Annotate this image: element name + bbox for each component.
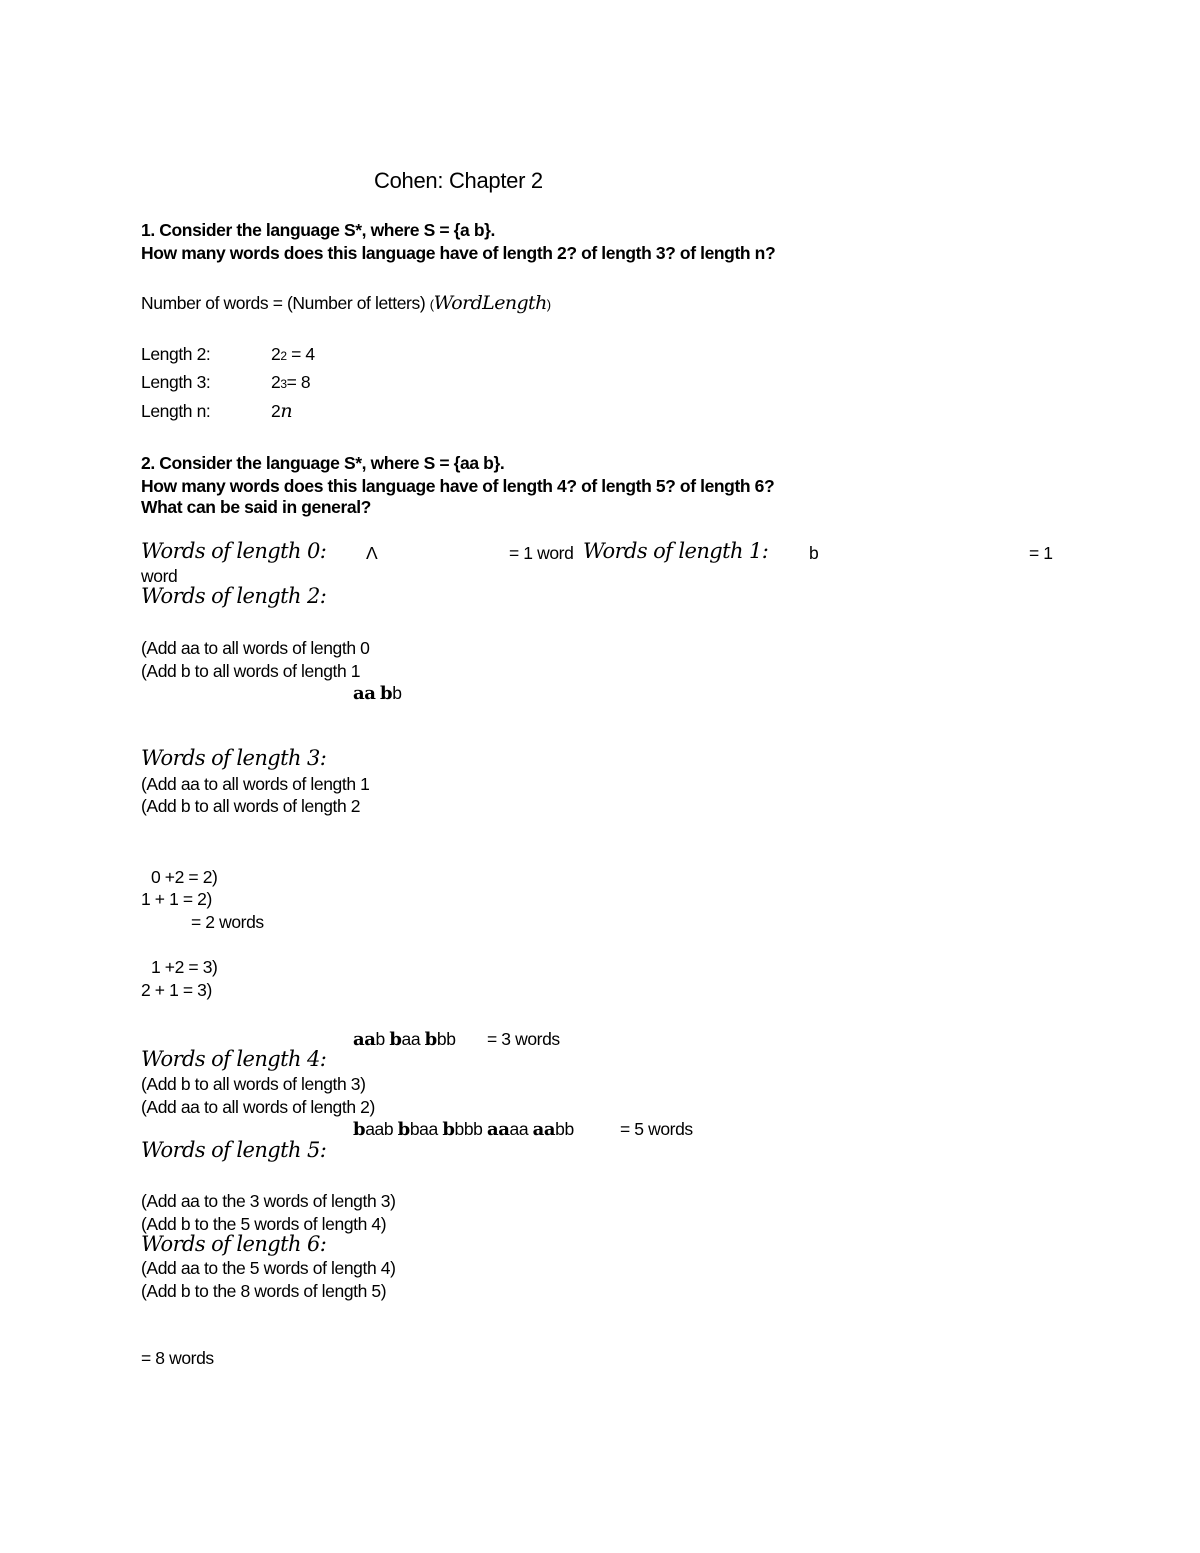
formula-exponent: WordLength — [433, 292, 547, 314]
len3-add-aa: (Add aa to all words of length 1 — [141, 774, 370, 794]
len5-add-b: (Add b to the 5 words of length 4) — [141, 1214, 387, 1234]
len0-count: = 1 word — [509, 543, 574, 563]
q1-statement: 1. Consider the language S*, where S = {a b}. — [141, 220, 495, 240]
len4-add-aa: (Add aa to all words of length 2) — [141, 1097, 375, 1117]
q1-row-length-n-label: Length n: — [141, 401, 211, 421]
calc-2-words: = 2 words — [191, 912, 264, 932]
len3-add-b: (Add b to all words of length 2 — [141, 796, 361, 816]
q1-row-length-n-value: 2n — [271, 400, 292, 422]
len6-add-b: (Add b to the 8 words of length 5) — [141, 1281, 387, 1301]
len0-word: Λ — [366, 543, 378, 563]
len3-count: = 3 words — [487, 1029, 560, 1049]
q1-question: How many words does this language have of length 2? of length 3? of length n? — [141, 243, 776, 263]
page-title: Cohen: Chapter 2 — [374, 168, 543, 193]
formula-text: Number of words = (Number of letters) — [141, 293, 430, 313]
final-count: = 8 words — [141, 1348, 214, 1368]
q2-general: What can be said in general? — [141, 497, 371, 517]
len6-heading: Words of length 6: — [141, 1232, 327, 1256]
formula-close-paren: ) — [546, 297, 551, 312]
calc-2-plus-1: 2 + 1 = 3) — [141, 980, 212, 1000]
q1-row-length-3-value: 23= 8 — [271, 372, 311, 392]
calc-0-plus-2: 0 +2 = 2) — [151, 867, 218, 887]
len5-heading: Words of length 5: — [141, 1138, 327, 1162]
q2-question: How many words does this language have of length 4? of length 5? of length 6? — [141, 476, 775, 496]
len2-add-b: (Add b to all words of length 1 — [141, 661, 361, 681]
len1-heading: Words of length 1: — [583, 539, 769, 563]
calc-1-plus-2: 1 +2 = 3) — [151, 957, 218, 977]
len0-heading: Words of length 0: — [141, 539, 327, 563]
len4-heading: Words of length 4: — [141, 1047, 327, 1071]
len4-add-b: (Add b to all words of length 3) — [141, 1074, 366, 1094]
len1-word: b — [809, 543, 819, 563]
len6-add-aa: (Add aa to the 5 words of length 4) — [141, 1258, 396, 1278]
len2-add-aa: (Add aa to all words of length 0 — [141, 638, 370, 658]
q2-statement: 2. Consider the language S*, where S = {aa b}. — [141, 453, 505, 473]
q1-row-length-2-value: 22 = 4 — [271, 344, 315, 364]
len3-heading: Words of length 3: — [141, 746, 327, 770]
len4-count: = 5 words — [620, 1119, 693, 1139]
q1-formula — [141, 292, 551, 316]
len1-count: = 1 — [1029, 543, 1053, 563]
len1-count-wrap: word — [141, 566, 178, 586]
q1-row-length-2-label: Length 2: — [141, 344, 211, 364]
formula-open-paren: ( — [429, 297, 434, 312]
len5-add-aa: (Add aa to the 3 words of length 3) — [141, 1191, 396, 1211]
q1-row-length-3-label: Length 3: — [141, 372, 211, 392]
len4-words: baab bbaa bbbb aaaa aabb — [353, 1119, 574, 1140]
len3-words: aab baa bbb — [353, 1029, 456, 1050]
calc-1-plus-1: 1 + 1 = 2) — [141, 889, 212, 909]
len2-words: aa bb — [353, 683, 402, 704]
len2-heading: Words of length 2: — [141, 584, 327, 608]
